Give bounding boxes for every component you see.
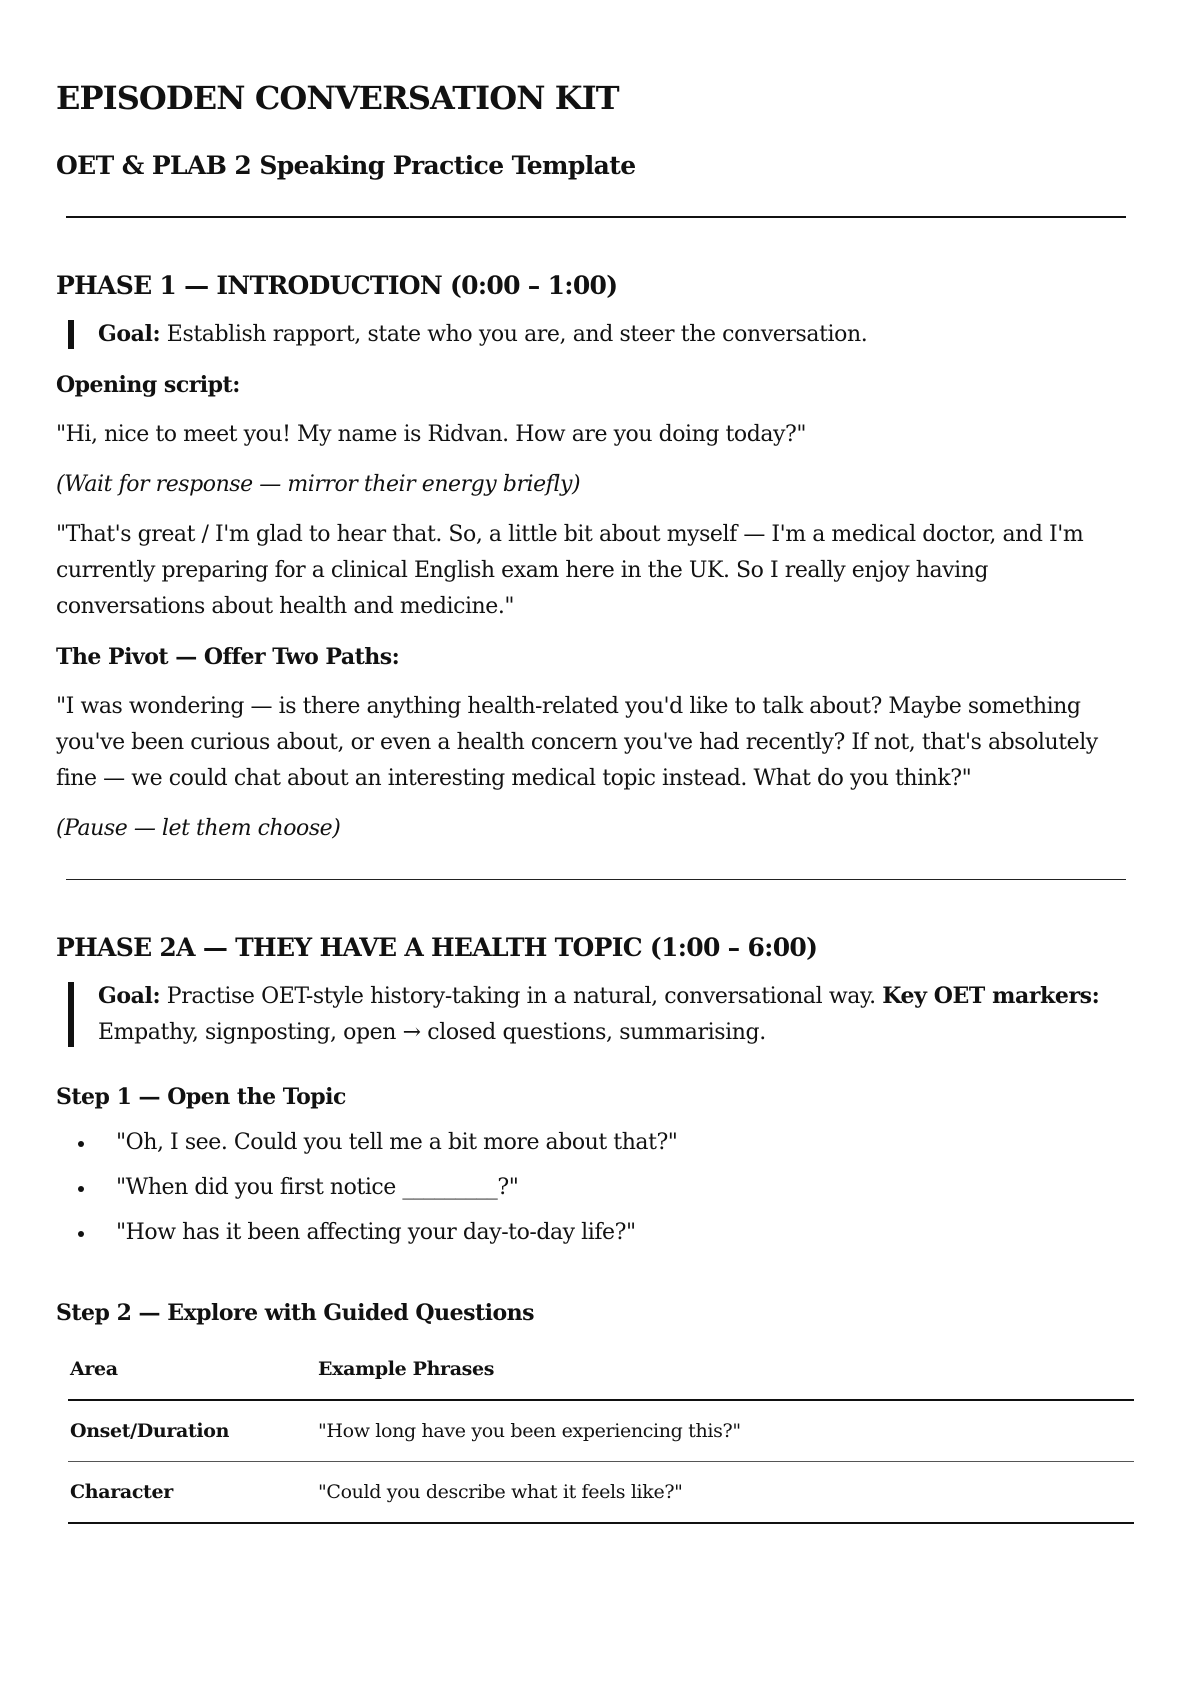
goal-text: Practise OET-style history-taking in a natural, conversational way. (160, 984, 883, 1009)
table-cell-phrase: "Could you describe what it feels like?" (316, 1462, 1134, 1524)
key-markers-text: Empathy, signposting, open → closed questions, summarising. (98, 1020, 766, 1045)
phase-1-section (56, 268, 1134, 847)
document-subtitle: OET & PLAB 2 Speaking Practice Template (56, 151, 636, 180)
list-item: "Oh, I see. Could you tell me a bit more about that?" (56, 1125, 1134, 1161)
phase-1-goal-callout (68, 316, 1134, 353)
goal-label: Goal: (98, 321, 161, 347)
pause-note: (Pause — let them choose) (56, 816, 341, 841)
document-title: EPISODEN CONVERSATION KIT (56, 79, 619, 117)
step-2-label: Step 2 — Explore with Guided Questions (56, 1300, 535, 1326)
table-cell-area: Character (68, 1462, 316, 1524)
step-1-list (56, 1125, 1134, 1251)
table-cell-area: Onset/Duration (68, 1400, 316, 1462)
wait-note: (Wait for response — mirror their energy briefly) (56, 472, 581, 497)
goal-text: Establish rapport, state who you are, and steer the conversation. (160, 322, 868, 347)
table-row (68, 1462, 1134, 1524)
table-row (68, 1400, 1134, 1462)
step-1-label: Step 1 — Open the Topic (56, 1084, 346, 1110)
column-header-area: Area (68, 1339, 316, 1400)
self-intro-line: "That's great / I'm glad to hear that. So, a little bit about myself — I'm a medical doctor, and I'm currently preparing for a clinical English exam here in the UK. So I really enjoy having conversations about health and medicine." (56, 522, 1084, 619)
phase-2a-goal-callout (68, 978, 1134, 1051)
phase-2a-section (56, 930, 1134, 1524)
goal-label: Goal: (98, 983, 161, 1009)
opening-script-label: Opening script: (56, 372, 240, 398)
list-item: "When did you first notice _________?" (56, 1170, 1134, 1206)
table-header-row (68, 1339, 1134, 1400)
opening-script-line: "Hi, nice to meet you! My name is Ridvan. How are you doing today?" (56, 422, 806, 447)
column-header-example-phrases: Example Phrases (316, 1339, 1134, 1400)
guided-questions-table (68, 1339, 1134, 1524)
table-cell-phrase: "How long have you been experiencing this?" (316, 1400, 1134, 1462)
list-item: "How has it been affecting your day-to-day life?" (56, 1215, 1134, 1251)
phase-1-heading: PHASE 1 — INTRODUCTION (0:00 – 1:00) (56, 271, 618, 300)
phase-2a-heading: PHASE 2A — THEY HAVE A HEALTH TOPIC (1:00 – 6:00) (56, 933, 818, 962)
key-markers-label: Key OET markers: (882, 983, 1100, 1009)
pivot-label: The Pivot — Offer Two Paths: (56, 644, 400, 670)
pivot-line: "I was wondering — is there anything health-related you'd like to talk about? Maybe something you've been curious about, or even a health concern you've had recently? If not, that's absolutely fine — we could chat about an interesting medical topic instead. What do you think?" (56, 694, 1098, 791)
